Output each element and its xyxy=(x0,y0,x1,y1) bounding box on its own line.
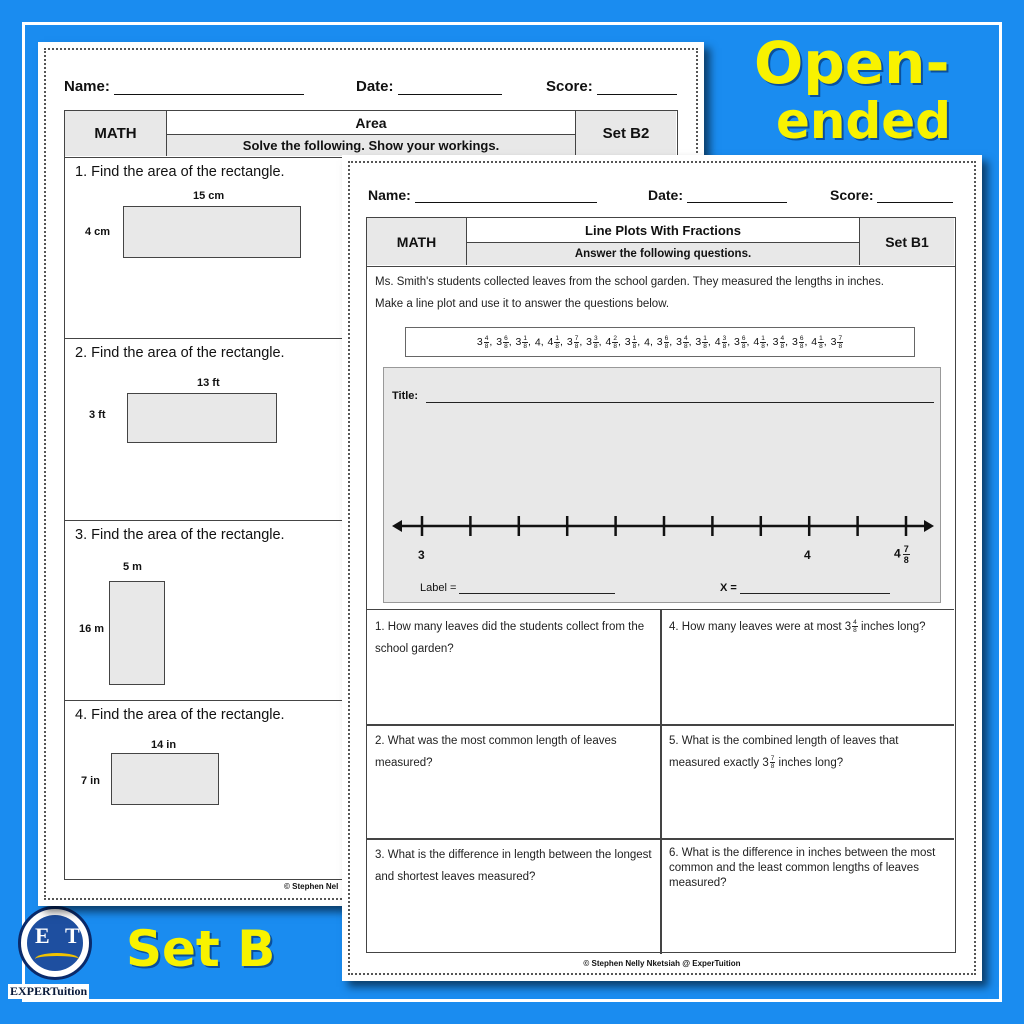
question-2: 2. What was the most common length of leaves measured? xyxy=(375,735,617,769)
data-values-box xyxy=(405,327,915,357)
back-instruction-cell: Solve the following. Show your workings. xyxy=(167,135,575,156)
front-content-area xyxy=(366,267,956,953)
data-value-separator: , xyxy=(579,335,586,348)
problem-text: 4. Find the area of the rectangle. xyxy=(75,707,285,723)
data-value-denominator: 8 xyxy=(484,342,489,350)
data-value-fraction xyxy=(683,335,689,350)
data-value-whole: 4 xyxy=(547,335,554,348)
data-value-fraction xyxy=(837,335,843,350)
data-value-denominator: 8 xyxy=(555,342,560,350)
back-date-row xyxy=(356,78,502,95)
data-value-whole: 3 xyxy=(676,335,682,348)
data-value-numerator: 1 xyxy=(523,334,528,342)
back-set-cell: Set B2 xyxy=(575,111,676,156)
rectangle-figure xyxy=(123,206,301,258)
data-value-numerator: 4 xyxy=(683,334,688,342)
back-name-field[interactable] xyxy=(114,80,304,95)
question-4-text-b: inches long? xyxy=(861,621,926,633)
x-field-row xyxy=(720,582,890,594)
front-topic-cell: Line Plots With Fractions xyxy=(467,218,859,243)
data-value xyxy=(676,336,688,348)
data-value xyxy=(715,336,727,348)
data-value xyxy=(831,336,843,348)
data-value-fraction xyxy=(741,335,747,350)
data-value-denominator: 8 xyxy=(799,342,804,350)
tick-label-end-whole: 4 xyxy=(894,546,901,561)
rect-height-label: 4 cm xyxy=(85,226,111,238)
tick-label-end-denominator: 8 xyxy=(903,555,909,565)
question-4-text-a: 4. How many leaves were at most 3 xyxy=(669,621,852,633)
set-badge: Set B xyxy=(126,920,276,978)
data-value-numerator: 6 xyxy=(504,334,508,342)
data-value xyxy=(586,336,598,348)
data-value-whole: 3 xyxy=(496,335,503,348)
data-value-numerator: 1 xyxy=(761,334,765,342)
data-value-denominator: 8 xyxy=(632,342,637,350)
back-name-label: Name: xyxy=(64,78,110,95)
data-value xyxy=(605,336,617,348)
rectangle-figure xyxy=(111,753,219,805)
logo xyxy=(8,900,108,1004)
question-5 xyxy=(669,730,949,774)
line-plot-worksheet xyxy=(342,155,982,981)
front-footer: © Stephen Nelly Nketsiah @ ExperTuition xyxy=(583,959,741,968)
data-value-numerator: 6 xyxy=(664,334,669,342)
back-score-row xyxy=(546,78,677,95)
x-field-label: X = xyxy=(720,582,737,594)
data-value xyxy=(695,336,707,348)
data-value-whole: 3 xyxy=(624,335,631,348)
data-value-numerator: 3 xyxy=(594,334,598,342)
data-value-separator: , xyxy=(688,335,695,348)
data-value-numerator: 7 xyxy=(574,334,579,342)
data-value-denominator: 8 xyxy=(574,342,579,350)
front-set-cell: Set B1 xyxy=(859,218,954,265)
back-footer: © Stephen Nel xyxy=(284,882,339,891)
open-badge-line1: Open- xyxy=(754,29,950,97)
question-1: 1. How many leaves did the students collect from the school garden? xyxy=(375,621,645,655)
logo-letter-e: E xyxy=(35,923,50,948)
data-value-denominator: 8 xyxy=(819,342,823,350)
data-value-fraction xyxy=(760,335,766,350)
x-field[interactable] xyxy=(740,584,890,594)
problem-text: 2. Find the area of the rectangle. xyxy=(75,345,285,361)
data-value-whole: 4 xyxy=(534,335,541,348)
question-3: 3. What is the difference in length between the longest and shortest leaves measured? xyxy=(375,849,652,883)
plot-title-field[interactable] xyxy=(426,402,934,403)
data-value-separator: , xyxy=(649,335,656,348)
back-score-field[interactable] xyxy=(597,80,677,95)
rect-width-label: 5 m xyxy=(123,561,142,573)
number-line xyxy=(384,508,942,568)
question-5-fraction xyxy=(770,755,776,770)
data-value-denominator: 8 xyxy=(523,342,528,350)
data-value-whole: 3 xyxy=(586,335,593,348)
grid-vertical-divider xyxy=(660,610,662,954)
data-value-numerator: 1 xyxy=(819,334,823,342)
left-arrow-icon xyxy=(392,520,402,532)
back-date-label: Date: xyxy=(356,78,394,95)
rect-width-label: 13 ft xyxy=(197,377,220,389)
data-value-whole: 3 xyxy=(772,335,779,348)
back-header-row xyxy=(64,78,304,95)
data-value-numerator: 6 xyxy=(741,334,746,342)
data-value-separator: , xyxy=(765,335,772,348)
label-field-row xyxy=(420,582,615,594)
data-value-denominator: 8 xyxy=(703,342,707,350)
data-value-separator: , xyxy=(669,335,676,348)
front-score-row xyxy=(830,187,953,203)
data-value-whole: 4 xyxy=(811,335,818,348)
data-value xyxy=(811,336,823,348)
question-4-fraction xyxy=(852,619,858,634)
question-4 xyxy=(669,616,949,638)
logo-book-icon xyxy=(35,953,79,965)
front-instruction-cell: Answer the following questions. xyxy=(467,243,859,265)
data-value-separator: , xyxy=(707,335,714,348)
data-value-denominator: 8 xyxy=(594,342,598,350)
data-value-numerator: 4 xyxy=(780,334,785,342)
data-value-numerator: 1 xyxy=(632,334,637,342)
front-score-label: Score: xyxy=(830,187,874,203)
data-value-numerator: 4 xyxy=(484,334,489,342)
data-value-separator: , xyxy=(785,335,791,348)
data-value xyxy=(657,336,669,348)
data-value-separator: , xyxy=(560,335,566,348)
data-value-whole: 3 xyxy=(695,335,702,348)
rect-height-label: 7 in xyxy=(81,775,100,787)
data-value-numerator: 3 xyxy=(722,334,727,342)
rect-width-label: 15 cm xyxy=(193,190,225,202)
front-score-field[interactable] xyxy=(877,188,953,203)
question-5-text-b: inches long? xyxy=(778,757,844,769)
front-title-table xyxy=(366,217,956,267)
data-values-list xyxy=(477,335,843,350)
logo-letter-t: T xyxy=(65,923,80,948)
data-value-whole: 4 xyxy=(644,335,650,348)
data-value xyxy=(773,336,785,348)
grid-row-divider-2 xyxy=(367,838,954,840)
data-value-separator: , xyxy=(508,335,515,348)
data-value xyxy=(477,336,489,348)
question-5-numerator: 7 xyxy=(770,755,775,763)
data-value-whole: 3 xyxy=(476,335,483,348)
back-topic-cell: Area xyxy=(167,111,575,135)
data-value-numerator: 2 xyxy=(613,334,617,342)
rect-height-label: 16 m xyxy=(79,623,105,635)
data-value-separator: , xyxy=(528,335,534,348)
question-4-denominator: 8 xyxy=(853,627,857,635)
open-badge-line2: ended xyxy=(776,92,951,150)
data-value-separator: , xyxy=(804,335,811,348)
front-date-row xyxy=(648,187,787,203)
data-value-separator: , xyxy=(598,335,605,348)
data-value-whole: 4 xyxy=(605,335,612,348)
data-value xyxy=(535,336,541,348)
tick-label-mid: 4 xyxy=(804,548,811,562)
grid-row-divider-1 xyxy=(367,724,954,726)
tick-label-end-numerator: 7 xyxy=(903,544,909,554)
data-value xyxy=(567,336,579,348)
problem-text: 1. Find the area of the rectangle. xyxy=(75,164,285,180)
tick-label-end-fraction xyxy=(903,544,910,565)
data-value-separator: , xyxy=(617,335,624,348)
data-value-whole: 3 xyxy=(656,335,663,348)
right-arrow-icon xyxy=(924,520,934,532)
intro-line-2: Make a line plot and use it to answer the questions below. xyxy=(375,298,670,310)
data-value xyxy=(548,336,560,348)
rectangle-figure xyxy=(109,581,165,685)
data-value-numerator: 7 xyxy=(838,334,843,342)
question-5-text-a: 5. What is the combined length of leaves that measured exactly 3 xyxy=(669,735,899,769)
data-value-separator: , xyxy=(637,335,644,348)
data-value xyxy=(792,336,804,348)
label-field-label: Label = xyxy=(420,582,457,594)
front-subject-cell: MATH xyxy=(367,218,467,265)
data-value xyxy=(516,336,528,348)
back-title-table xyxy=(64,110,678,158)
back-score-label: Score: xyxy=(546,78,593,95)
front-name-row xyxy=(368,187,597,203)
data-value-whole: 3 xyxy=(515,335,522,348)
rect-height-label: 3 ft xyxy=(89,409,106,421)
data-value-denominator: 8 xyxy=(741,342,746,350)
problem-text: 3. Find the area of the rectangle. xyxy=(75,527,285,543)
rectangle-figure xyxy=(127,393,277,443)
front-name-field[interactable] xyxy=(415,188,597,203)
data-value-separator: , xyxy=(540,335,547,348)
tick-label-end xyxy=(894,544,910,565)
front-date-label: Date: xyxy=(648,187,684,203)
data-value-fraction xyxy=(503,335,509,350)
data-value-whole: 3 xyxy=(830,335,837,348)
data-value-fraction xyxy=(593,335,599,350)
data-value-denominator: 8 xyxy=(683,342,688,350)
data-value xyxy=(753,336,765,348)
data-value-whole: 4 xyxy=(714,335,721,348)
back-date-field[interactable] xyxy=(398,80,502,95)
data-value-numerator: 1 xyxy=(703,334,707,342)
line-plot-area xyxy=(383,367,941,603)
question-4-numerator: 4 xyxy=(853,619,857,627)
data-value-whole: 3 xyxy=(791,335,798,348)
rect-width-label: 14 in xyxy=(151,739,177,751)
data-value-denominator: 8 xyxy=(838,342,843,350)
question-6: 6. What is the difference in inches between the most common and the least common lengths of leaves measured? xyxy=(669,847,936,889)
data-value-denominator: 8 xyxy=(722,342,727,350)
data-value-fraction xyxy=(818,335,824,350)
front-date-field[interactable] xyxy=(687,188,787,203)
plot-title-label: Title: xyxy=(392,390,419,402)
data-value-whole: 4 xyxy=(753,335,760,348)
data-value-denominator: 8 xyxy=(780,342,785,350)
data-value-whole: 3 xyxy=(566,335,573,348)
data-value-numerator: 6 xyxy=(799,334,804,342)
data-value-whole: 3 xyxy=(734,335,740,348)
label-field[interactable] xyxy=(459,584,615,594)
front-name-label: Name: xyxy=(368,187,411,203)
data-value-separator: , xyxy=(727,335,734,348)
logo-emblem xyxy=(18,906,92,980)
data-value-denominator: 8 xyxy=(613,342,617,350)
data-value xyxy=(496,336,508,348)
data-value-denominator: 8 xyxy=(504,342,508,350)
back-subject-cell: MATH xyxy=(65,111,167,156)
data-value-separator: , xyxy=(489,335,496,348)
data-value-numerator: 1 xyxy=(555,334,560,342)
data-value-separator: , xyxy=(746,335,753,348)
data-value xyxy=(625,336,637,348)
tick-label-start: 3 xyxy=(418,548,425,562)
data-value xyxy=(734,336,746,348)
data-value-denominator: 8 xyxy=(761,342,765,350)
data-value-denominator: 8 xyxy=(664,342,669,350)
intro-line-1: Ms. Smith's students collected leaves from the school garden. They measured the lengths in inches. xyxy=(375,276,884,288)
questions-grid xyxy=(367,609,954,953)
logo-brand-text: EXPERTuition xyxy=(10,984,88,998)
data-value-separator: , xyxy=(823,335,830,348)
question-5-denominator: 8 xyxy=(770,763,775,771)
